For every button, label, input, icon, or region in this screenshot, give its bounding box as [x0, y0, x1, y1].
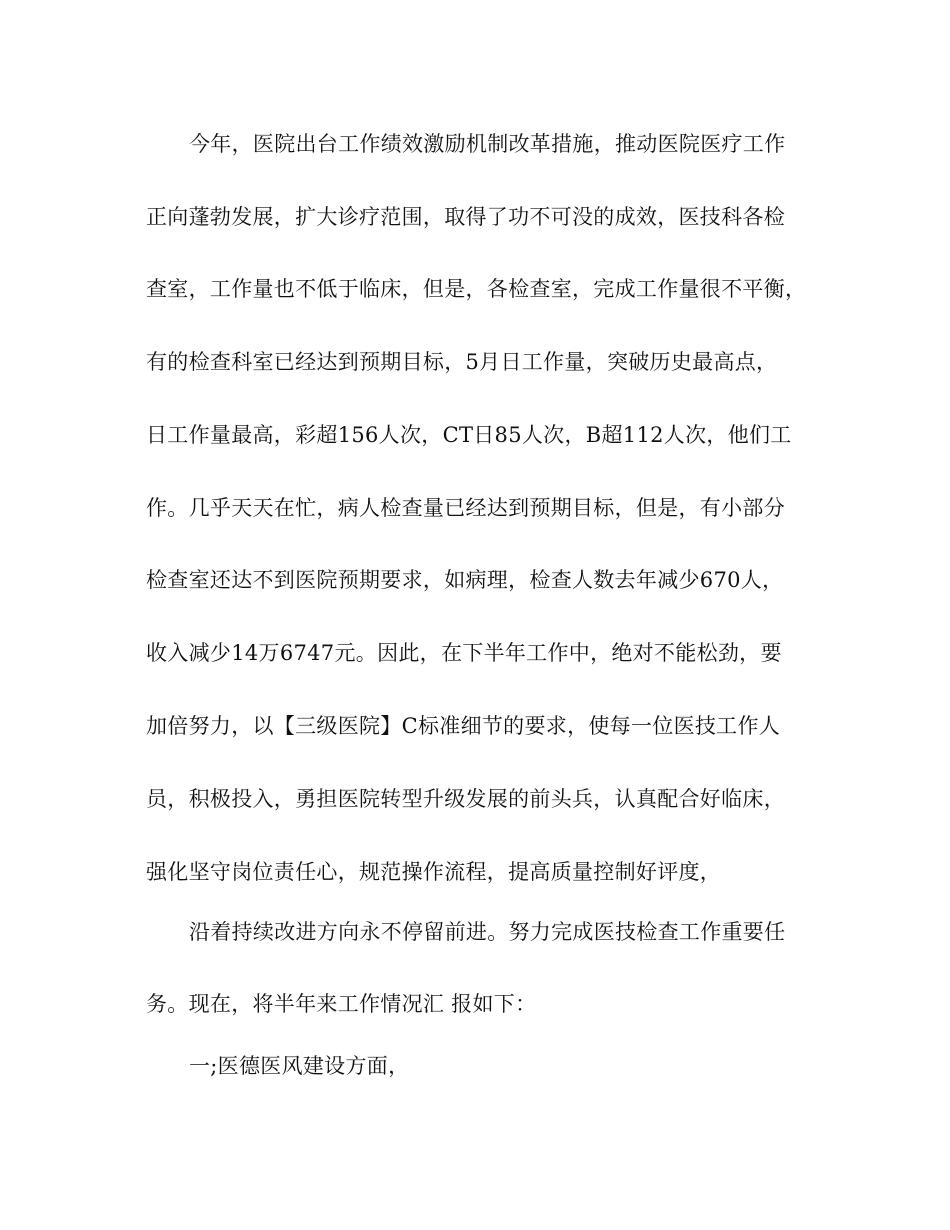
paragraph-1-line-6: 作。几乎天天在忙，病人检查量已经达到预期目标，但是，有小部分 [146, 496, 785, 520]
paragraph-2-line-2: 务。现在，将半年来工作情况汇 报如下： [146, 992, 537, 1016]
section-heading-1: 一;医德医风建设方面， [189, 1054, 410, 1078]
paragraph-1-line-7: 检查室还达不到医院预期要求，如病理，检查人数去年减少670人， [146, 568, 784, 592]
paragraph-1-line-9: 加倍努力，以【三级医院】C标准细节的要求，使每一位医技工作人 [146, 714, 781, 738]
paragraph-1-line-11: 强化坚守岗位责任心，规范操作流程，提高质量控制好评度， [146, 860, 722, 884]
paragraph-1-line-4: 有的检查科室已经达到预期目标，5月日工作量，突破历史最高点， [146, 350, 778, 374]
paragraph-1-line-3: 查室，工作量也不低于临床，但是，各检查室，完成工作量很不平衡， [146, 277, 807, 301]
paragraph-1-line-5: 日工作量最高，彩超156人次，CT日85人次，B超112人次，他们工 [146, 423, 792, 447]
paragraph-1-line-1: 今年，医院出台工作绩效激励机制改革措施，推动医院医疗工作 [189, 132, 786, 156]
paragraph-1-line-2: 正向蓬勃发展，扩大诊疗范围，取得了功不可没的成效，医技科各检 [146, 205, 785, 229]
paragraph-1-line-8: 收入减少14万6747元。因此，在下半年工作中，绝对不能松劲，要 [146, 641, 782, 665]
paragraph-2-line-1: 沿着持续改进方向永不停留前进。努力完成医技检查工作重要任 [189, 920, 786, 944]
paragraph-1-line-10: 员，积极投入，勇担医院转型升级发展的前头兵，认真配合好临床， [146, 787, 785, 811]
